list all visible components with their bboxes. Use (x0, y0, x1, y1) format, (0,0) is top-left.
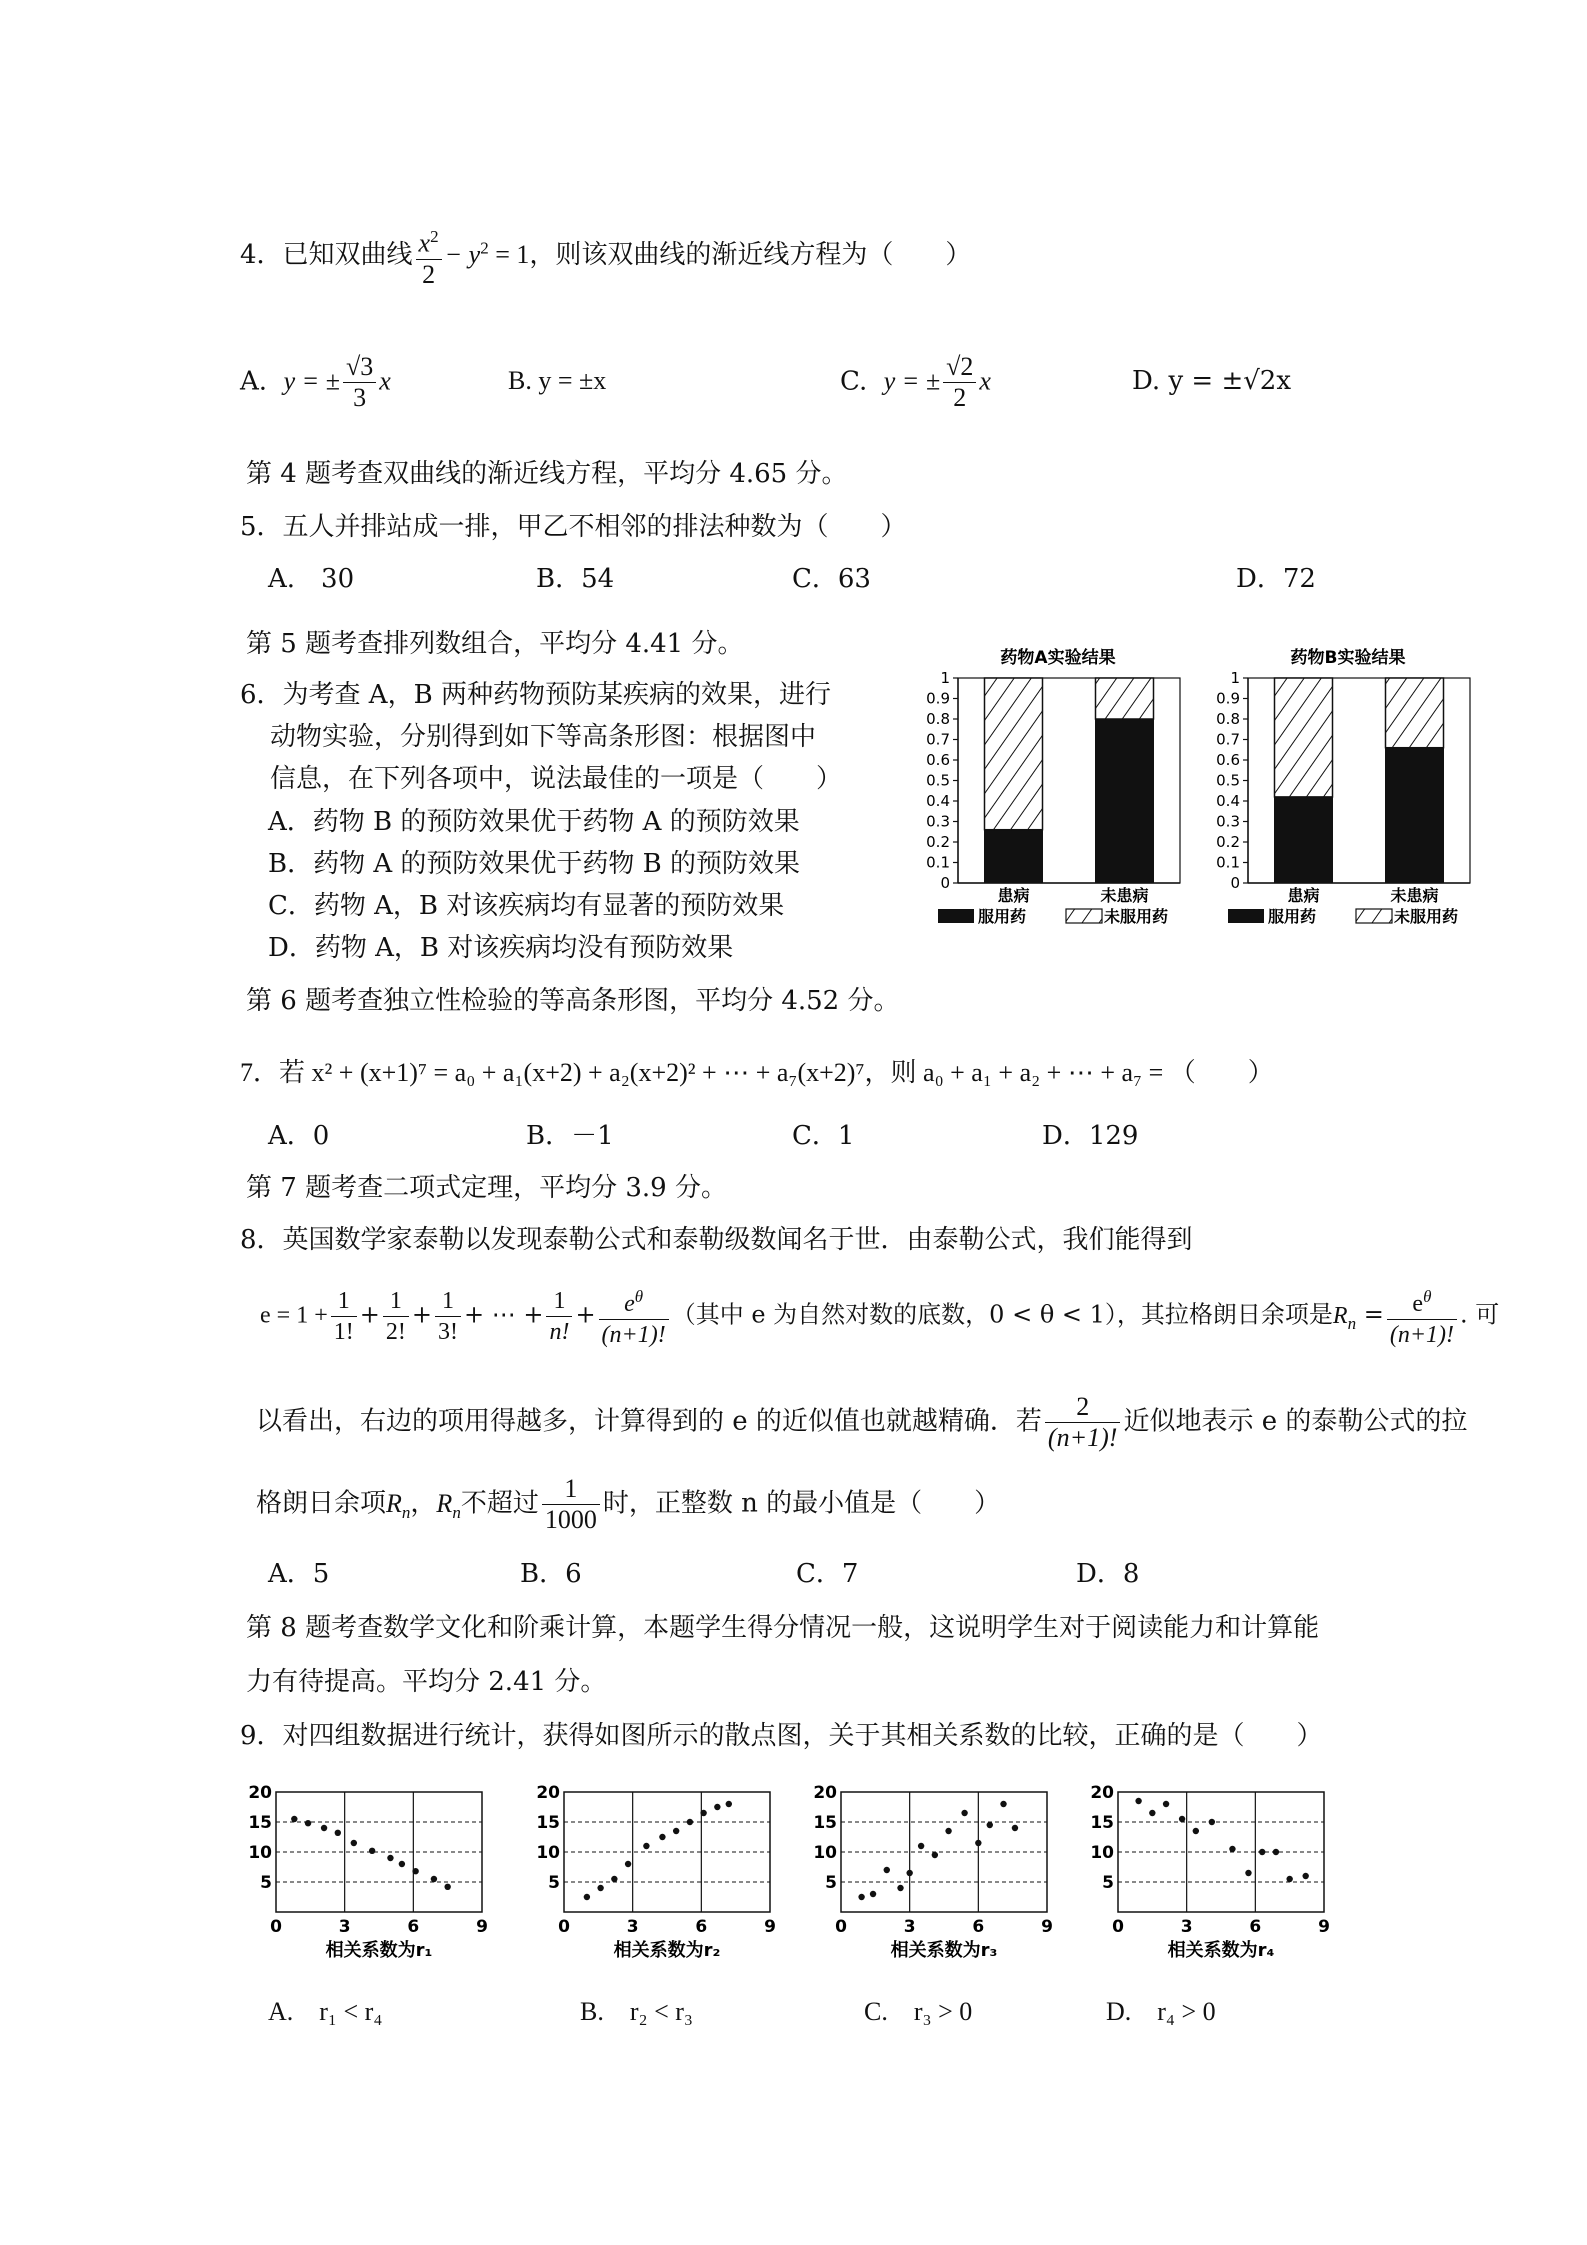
y-tick-label: 5 (548, 1873, 560, 1893)
legend-swatch-not-taken (1356, 909, 1392, 923)
data-point (870, 1891, 876, 1897)
q4-stem-prefix: 4．已知双曲线 (240, 239, 413, 270)
data-point (673, 1828, 679, 1834)
y-tick-label: 0.4 (1216, 792, 1240, 810)
data-point (932, 1852, 938, 1858)
q7-comment: 第 7 题考查二项式定理，平均分 3.9 分。 (246, 1173, 727, 1203)
bar-taken-1 (1096, 719, 1154, 883)
y-tick-label: 0.6 (926, 751, 950, 769)
q6-option-d: D．药物 A，B 对该疾病均没有预防效果 (268, 933, 734, 963)
y-tick-label: 20 (248, 1783, 272, 1803)
data-point (961, 1810, 967, 1816)
data-point (1135, 1798, 1141, 1804)
data-point (884, 1867, 890, 1873)
y-tick-label: 0.5 (926, 771, 950, 790)
q4-option-c: C. y = ± $\frac{√2}{2}$ x (840, 352, 991, 412)
legend-swatch-taken (1228, 909, 1264, 923)
y-tick-label: 10 (813, 1843, 837, 1863)
scatter-r3 (795, 1778, 1055, 1958)
y-tick-label: 5 (260, 1873, 272, 1893)
legend-label-taken: 服用药 (978, 907, 1027, 926)
scatter-r2 (518, 1778, 778, 1958)
y-tick-label: 0.3 (1216, 812, 1240, 831)
q6-stem-line3: 信息，在下列各项中，说法最佳的一项是（ ） (270, 764, 843, 794)
y-tick-label: 0.8 (1216, 710, 1240, 728)
q8-option-b: B．6 (520, 1559, 582, 1589)
data-point (1302, 1873, 1308, 1879)
data-point (858, 1894, 864, 1900)
x-tick-label: 0 (835, 1917, 847, 1937)
q8-option-a: A．5 (268, 1559, 330, 1589)
q4-option-a: A. y = ± $\frac{√3}{3}$ x (240, 352, 391, 412)
q7-option-c: C．1 (792, 1121, 855, 1151)
drug-a-chart (900, 645, 1190, 935)
q8-comment-line1: 第 8 题考查数学文化和阶乘计算，本题学生得分情况一般，这说明学生对于阅读能力和计算能 (246, 1613, 1320, 1643)
data-point (659, 1834, 665, 1840)
scatter-r4 (1072, 1778, 1332, 1958)
x-tick-label: 9 (1041, 1917, 1053, 1937)
data-point (906, 1870, 912, 1876)
data-point (1012, 1825, 1018, 1831)
q8-comment-line2: 力有待提高。平均分 2.41 分。 (246, 1667, 607, 1697)
y-tick-label: 0.7 (1216, 730, 1240, 749)
legend-label-taken: 服用药 (1268, 907, 1317, 926)
data-point (625, 1861, 631, 1867)
y-tick-label: 10 (1090, 1843, 1114, 1863)
q7-option-b: B．－1 (526, 1121, 614, 1151)
x-tick-label: 6 (407, 1917, 420, 1937)
legend-swatch-not-taken (1066, 909, 1102, 923)
q9-option-b: B. r₂ < r₃ (580, 1997, 693, 2026)
q8-stem-line4: 格朗日余项$R_n$，$R_n$不超过 $\frac{1}{1000}$ 时，正整数 n 的最小值是（ ） (256, 1474, 1001, 1534)
q5-option-c: C．63 (792, 564, 871, 594)
q9-option-d: D. r₄ > 0 (1106, 1997, 1216, 2026)
x-tick-label: 6 (695, 1917, 708, 1937)
x-tick-label: 0 (558, 1917, 570, 1937)
q6-comment: 第 6 题考查独立性检验的等高条形图，平均分 4.52 分。 (246, 986, 900, 1016)
category-label: 未患病 (1100, 886, 1149, 905)
data-point (597, 1885, 603, 1891)
data-point (305, 1820, 311, 1826)
x-tick-label: 9 (1318, 1917, 1330, 1937)
data-point (726, 1801, 732, 1807)
q5-comment: 第 5 题考查排列数组合，平均分 4.41 分。 (246, 629, 744, 659)
bar-not-taken-1 (1096, 678, 1154, 719)
data-point (700, 1810, 706, 1816)
q9-option-c: C. r₃ > 0 (864, 1997, 973, 2026)
q5-option-b: B．54 (536, 564, 615, 594)
data-point (291, 1816, 297, 1822)
y-tick-label: 0.1 (1216, 853, 1240, 872)
data-point (1163, 1801, 1169, 1807)
x-axis-label: 相关系数为r₄ (1167, 1940, 1275, 1958)
bar-taken-0 (985, 830, 1043, 883)
bar-taken-0 (1275, 797, 1333, 883)
y-tick-label: 0.2 (926, 833, 950, 851)
y-tick-label: 0.1 (926, 853, 950, 872)
y-tick-label: 15 (813, 1813, 837, 1833)
y-tick-label: 5 (1102, 1873, 1114, 1893)
q8-formula-line: e = 1 + $\frac{1}{1!}$ + $\frac{1}{2!}$ + $\frac{1}{3!}$ + ⋯ + $\frac{1}{n!}$ + $\frac{e^\theta}{(n+1)!}$ （其中 e 为自然对数的底数，0 < θ < 1），其拉格朗日余项是$R_n$ = $\frac{e^\theta}{(n+1)!}$ . 可 (260, 1282, 1499, 1350)
q8-stem-line3: 以看出，右边的项用得越多，计算得到的 e 的近似值也就越精确．若 $\frac{2}{(n+1)!}$ 近似地表示 e 的泰勒公式的拉 (256, 1392, 1468, 1452)
scatter-r1 (230, 1778, 490, 1958)
data-point (1000, 1801, 1006, 1807)
data-point (945, 1828, 951, 1834)
y-tick-label: 15 (1090, 1813, 1114, 1833)
x-tick-label: 3 (903, 1917, 916, 1937)
data-point (643, 1843, 649, 1849)
q9-option-a: A. r₁ < r₄ (268, 1997, 383, 2026)
q7-option-a: A．0 (268, 1121, 330, 1151)
data-point (918, 1843, 924, 1849)
data-point (611, 1876, 617, 1882)
x-tick-label: 3 (338, 1917, 351, 1937)
data-point (1273, 1849, 1279, 1855)
q4-comment: 第 4 题考查双曲线的渐近线方程，平均分 4.65 分。 (246, 459, 848, 489)
legend-label-not-taken: 未服用药 (1394, 907, 1459, 926)
bar-taken-1 (1386, 748, 1444, 883)
data-point (369, 1848, 375, 1854)
data-point (444, 1884, 450, 1890)
q4-eq-fraction: $\frac{x^2}{2}$ (416, 222, 442, 290)
q8-stem-line1: 8．英国数学家泰勒以发现泰勒公式和泰勒级数闻名于世．由泰勒公式，我们能得到 (240, 1225, 1193, 1255)
bar-not-taken-1 (1386, 678, 1444, 748)
q4-option-d: D. y = ±√2x (1132, 366, 1292, 396)
category-label: 患病 (1287, 886, 1320, 905)
data-point (975, 1840, 981, 1846)
y-tick-label: 1 (1230, 669, 1240, 687)
x-tick-label: 3 (626, 1917, 639, 1937)
x-tick-label: 3 (1180, 1917, 1193, 1937)
data-point (897, 1885, 903, 1891)
x-tick-label: 9 (764, 1917, 776, 1937)
y-tick-label: 0.2 (1216, 833, 1240, 851)
x-axis-label: 相关系数为r₁ (325, 1940, 433, 1958)
y-tick-label: 15 (536, 1813, 560, 1833)
y-tick-label: 15 (248, 1813, 272, 1833)
data-point (431, 1876, 437, 1882)
q6-option-b: B．药物 A 的预防效果优于药物 B 的预防效果 (268, 849, 801, 879)
q6-stem-line1: 6．为考查 A，B 两种药物预防某疾病的效果，进行 (240, 680, 831, 710)
data-point (584, 1894, 590, 1900)
q8-option-d: D．8 (1076, 1559, 1140, 1589)
data-point (335, 1830, 341, 1836)
data-point (687, 1819, 693, 1825)
data-point (1193, 1828, 1199, 1834)
y-tick-label: 0.9 (926, 689, 950, 708)
drug-b-chart (1190, 645, 1480, 935)
data-point (412, 1868, 418, 1874)
x-tick-label: 0 (270, 1917, 282, 1937)
data-point (714, 1804, 720, 1810)
y-tick-label: 0.8 (926, 710, 950, 728)
legend-swatch-taken (938, 909, 974, 923)
q7-stem: 7．若 x² + (x+1)⁷ = a₀ + a₁(x+2) + a₂(x+2)² + ⋯ + a₇(x+2)⁷，则 a₀ + a₁ + a₂ + ⋯ + a₇ = （ ） (240, 1058, 1274, 1087)
data-point (1149, 1810, 1155, 1816)
q4-option-b: B. y = ±x (508, 366, 607, 395)
q6-option-c: C．药物 A，B 对该疾病均有显著的预防效果 (268, 891, 785, 921)
data-point (387, 1855, 393, 1861)
chart-title: 药物A实验结果 (1000, 648, 1116, 668)
x-tick-label: 9 (476, 1917, 488, 1937)
q4-stem: 4．已知双曲线 $\frac{x^2}{2}$ − $y^2 = 1$，则该双曲线的渐近线方程为（ ） (240, 222, 971, 290)
x-tick-label: 0 (1112, 1917, 1124, 1937)
x-tick-label: 6 (972, 1917, 985, 1937)
y-tick-label: 0.5 (1216, 771, 1240, 790)
q4-stem-suffix: ，则该双曲线的渐近线方程为（ ） (529, 239, 972, 270)
y-tick-label: 10 (248, 1843, 272, 1863)
data-point (1209, 1819, 1215, 1825)
y-tick-label: 20 (813, 1783, 837, 1803)
y-tick-label: 0.9 (1216, 689, 1240, 708)
category-label: 未患病 (1390, 886, 1439, 905)
y-tick-label: 0.7 (926, 730, 950, 749)
chart-title: 药物B实验结果 (1290, 648, 1406, 668)
y-tick-label: 0.6 (1216, 751, 1240, 769)
y-tick-label: 0 (940, 874, 950, 892)
data-point (987, 1822, 993, 1828)
x-axis-label: 相关系数为r₂ (613, 1940, 721, 1958)
q5-option-d: D．72 (1236, 564, 1316, 594)
y-tick-label: 5 (825, 1873, 837, 1893)
legend-label-not-taken: 未服用药 (1104, 907, 1169, 926)
x-axis-label: 相关系数为r₃ (890, 1940, 998, 1958)
q6-option-a: A．药物 B 的预防效果优于药物 A 的预防效果 (268, 807, 800, 837)
y-tick-label: 0 (1230, 874, 1240, 892)
data-point (351, 1840, 357, 1846)
q6-stem-line2: 动物实验，分别得到如下等高条形图：根据图中 (270, 722, 817, 752)
q8-option-c: C．7 (796, 1559, 859, 1589)
data-point (1229, 1846, 1235, 1852)
data-point (1245, 1870, 1251, 1876)
q9-stem: 9．对四组数据进行统计，获得如图所示的散点图，关于其相关系数的比较，正确的是（ ） (240, 1721, 1323, 1751)
data-point (321, 1825, 327, 1831)
data-point (1286, 1876, 1292, 1882)
bar-not-taken-0 (985, 678, 1043, 830)
q7-option-d: D．129 (1042, 1121, 1139, 1151)
category-label: 患病 (997, 886, 1030, 905)
bar-not-taken-0 (1275, 678, 1333, 797)
y-tick-label: 1 (940, 669, 950, 687)
data-point (399, 1861, 405, 1867)
data-point (1259, 1849, 1265, 1855)
y-tick-label: 0.4 (926, 792, 950, 810)
y-tick-label: 0.3 (926, 812, 950, 831)
y-tick-label: 20 (536, 1783, 560, 1803)
x-tick-label: 6 (1249, 1917, 1262, 1937)
data-point (1179, 1816, 1185, 1822)
q5-option-a: A. 30 (268, 564, 355, 594)
y-tick-label: 10 (536, 1843, 560, 1863)
y-tick-label: 20 (1090, 1783, 1114, 1803)
q5-stem: 5．五人并排站成一排，甲乙不相邻的排法种数为（ ） (240, 512, 907, 542)
